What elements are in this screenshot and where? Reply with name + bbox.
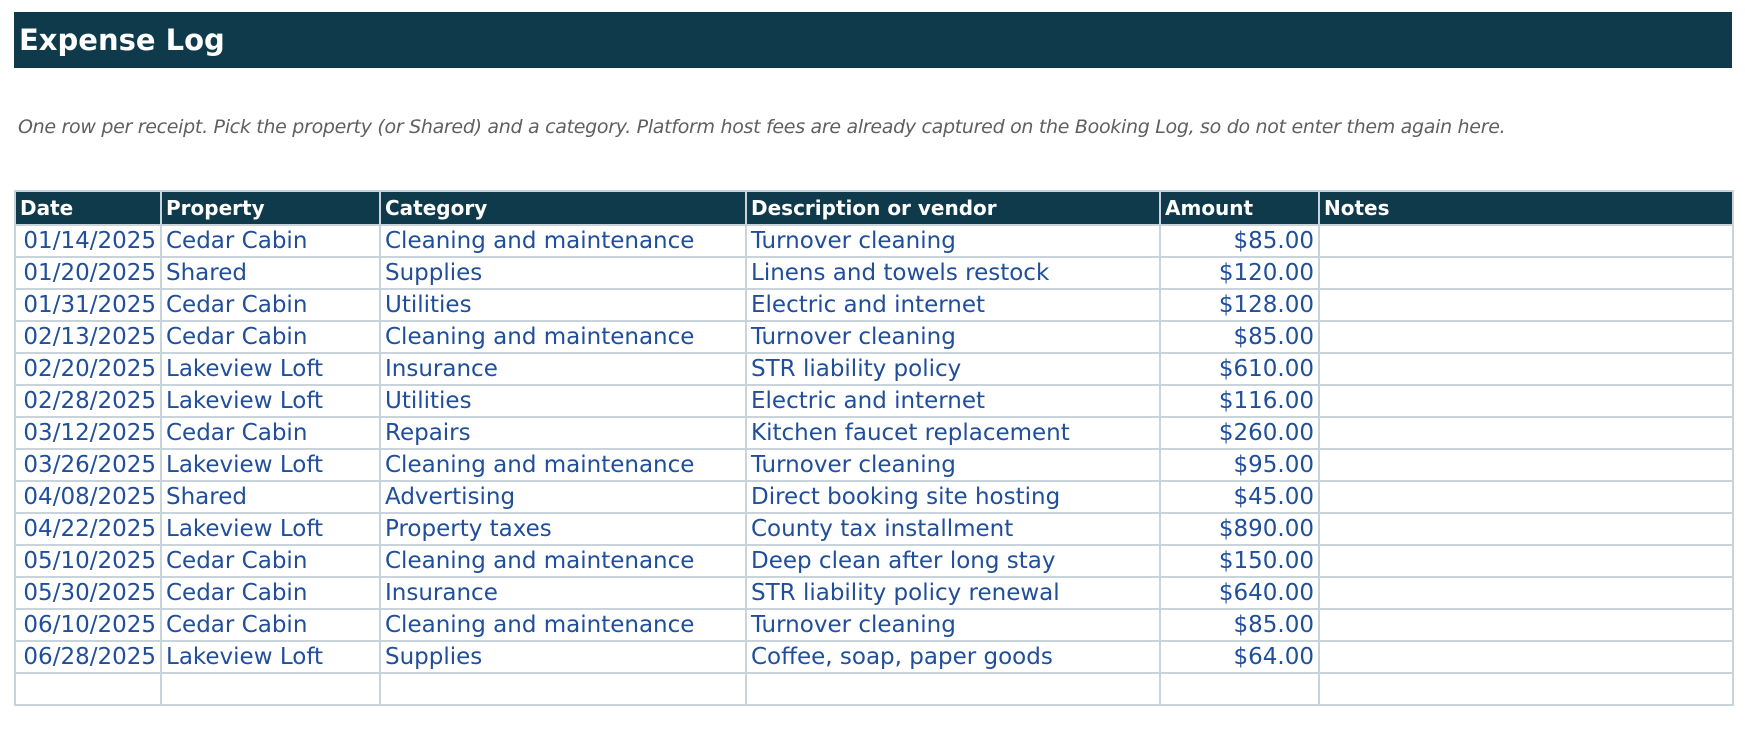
property-cell[interactable]	[161, 673, 380, 705]
header-date[interactable]: Date	[15, 191, 161, 225]
notes-cell[interactable]	[1319, 673, 1733, 705]
table-row	[15, 641, 1733, 673]
description-cell[interactable]: County tax installment	[746, 513, 1160, 545]
table-row	[15, 353, 1733, 385]
instructions-note: One row per receipt. Pick the property (or Shared) and a category. Platform host fees are already captured on the Booking Log, so do not enter them again here.	[18, 116, 1506, 138]
category-cell[interactable]: Cleaning and maintenance	[380, 449, 746, 481]
property-cell[interactable]: Lakeview Loft	[161, 641, 380, 673]
date-cell[interactable]: 04/22/2025	[15, 513, 161, 545]
header-row	[15, 191, 1733, 225]
property-cell[interactable]: Cedar Cabin	[161, 609, 380, 641]
category-cell[interactable]: Cleaning and maintenance	[380, 225, 746, 257]
property-cell[interactable]: Cedar Cabin	[161, 417, 380, 449]
date-cell[interactable]: 06/28/2025	[15, 641, 161, 673]
date-cell[interactable]: 01/14/2025	[15, 225, 161, 257]
category-cell[interactable]: Supplies	[380, 257, 746, 289]
description-cell[interactable]: Turnover cleaning	[746, 449, 1160, 481]
category-cell[interactable]	[380, 673, 746, 705]
table-row	[15, 673, 1733, 705]
notes-cell[interactable]	[1319, 385, 1733, 417]
property-cell[interactable]: Lakeview Loft	[161, 513, 380, 545]
date-cell[interactable]: 02/13/2025	[15, 321, 161, 353]
notes-cell[interactable]	[1319, 257, 1733, 289]
category-cell[interactable]: Cleaning and maintenance	[380, 609, 746, 641]
amount-cell[interactable]: $890.00	[1160, 513, 1319, 545]
category-cell[interactable]: Repairs	[380, 417, 746, 449]
amount-cell[interactable]: $85.00	[1160, 321, 1319, 353]
date-cell[interactable]: 03/12/2025	[15, 417, 161, 449]
description-cell[interactable]: Kitchen faucet replacement	[746, 417, 1160, 449]
date-cell[interactable]: 01/31/2025	[15, 289, 161, 321]
notes-cell[interactable]	[1319, 449, 1733, 481]
amount-cell[interactable]: $128.00	[1160, 289, 1319, 321]
notes-cell[interactable]	[1319, 353, 1733, 385]
amount-cell[interactable]: $260.00	[1160, 417, 1319, 449]
property-cell[interactable]: Cedar Cabin	[161, 545, 380, 577]
date-cell[interactable]	[15, 673, 161, 705]
description-cell[interactable]	[746, 673, 1160, 705]
description-cell[interactable]: Electric and internet	[746, 289, 1160, 321]
property-cell[interactable]: Lakeview Loft	[161, 385, 380, 417]
header-category[interactable]: Category	[380, 191, 746, 225]
expense-rows	[15, 225, 1733, 705]
date-cell[interactable]: 03/26/2025	[15, 449, 161, 481]
property-cell[interactable]: Lakeview Loft	[161, 353, 380, 385]
description-cell[interactable]: Direct booking site hosting	[746, 481, 1160, 513]
table-row	[15, 545, 1733, 577]
notes-cell[interactable]	[1319, 417, 1733, 449]
date-cell[interactable]: 05/30/2025	[15, 577, 161, 609]
amount-cell[interactable]: $116.00	[1160, 385, 1319, 417]
table-row	[15, 321, 1733, 353]
property-cell[interactable]: Cedar Cabin	[161, 289, 380, 321]
sheet-title: Expense Log	[19, 23, 225, 57]
table-row	[15, 385, 1733, 417]
amount-cell[interactable]: $45.00	[1160, 481, 1319, 513]
description-cell[interactable]: Electric and internet	[746, 385, 1160, 417]
date-cell[interactable]: 01/20/2025	[15, 257, 161, 289]
header-notes[interactable]: Notes	[1319, 191, 1733, 225]
amount-cell[interactable]: $85.00	[1160, 225, 1319, 257]
property-cell[interactable]: Cedar Cabin	[161, 225, 380, 257]
title-bar	[14, 12, 1732, 68]
property-cell[interactable]: Cedar Cabin	[161, 577, 380, 609]
table-row	[15, 481, 1733, 513]
header-amount[interactable]: Amount	[1160, 191, 1319, 225]
amount-cell[interactable]: $85.00	[1160, 609, 1319, 641]
notes-cell[interactable]	[1319, 289, 1733, 321]
property-cell[interactable]: Shared	[161, 481, 380, 513]
table-row	[15, 577, 1733, 609]
notes-cell[interactable]	[1319, 513, 1733, 545]
category-cell[interactable]: Insurance	[380, 577, 746, 609]
table-row	[15, 449, 1733, 481]
notes-cell[interactable]	[1319, 225, 1733, 257]
category-cell[interactable]: Advertising	[380, 481, 746, 513]
property-cell[interactable]: Shared	[161, 257, 380, 289]
description-cell[interactable]: Turnover cleaning	[746, 321, 1160, 353]
description-cell[interactable]: Turnover cleaning	[746, 609, 1160, 641]
property-cell[interactable]: Lakeview Loft	[161, 449, 380, 481]
description-cell[interactable]: Deep clean after long stay	[746, 545, 1160, 577]
table-row	[15, 225, 1733, 257]
amount-cell[interactable]: $640.00	[1160, 577, 1319, 609]
expense-table	[14, 190, 1734, 706]
property-cell[interactable]: Cedar Cabin	[161, 321, 380, 353]
category-cell[interactable]: Cleaning and maintenance	[380, 321, 746, 353]
date-cell[interactable]: 02/28/2025	[15, 385, 161, 417]
date-cell[interactable]: 04/08/2025	[15, 481, 161, 513]
notes-cell[interactable]	[1319, 321, 1733, 353]
amount-cell[interactable]: $64.00	[1160, 641, 1319, 673]
notes-cell[interactable]	[1319, 481, 1733, 513]
notes-cell[interactable]	[1319, 609, 1733, 641]
description-cell[interactable]: STR liability policy renewal	[746, 577, 1160, 609]
category-cell[interactable]: Property taxes	[380, 513, 746, 545]
notes-cell[interactable]	[1319, 577, 1733, 609]
amount-cell[interactable]: $610.00	[1160, 353, 1319, 385]
header-description[interactable]: Description or vendor	[746, 191, 1160, 225]
category-cell[interactable]: Utilities	[380, 385, 746, 417]
header-property[interactable]: Property	[161, 191, 380, 225]
date-cell[interactable]: 05/10/2025	[15, 545, 161, 577]
category-cell[interactable]: Utilities	[380, 289, 746, 321]
table-row	[15, 257, 1733, 289]
table-row	[15, 289, 1733, 321]
category-cell[interactable]: Cleaning and maintenance	[380, 545, 746, 577]
amount-cell[interactable]: $95.00	[1160, 449, 1319, 481]
description-cell[interactable]: Turnover cleaning	[746, 225, 1160, 257]
table-row	[15, 513, 1733, 545]
date-cell[interactable]: 02/20/2025	[15, 353, 161, 385]
notes-cell[interactable]	[1319, 641, 1733, 673]
notes-cell[interactable]	[1319, 545, 1733, 577]
table-row	[15, 609, 1733, 641]
description-cell[interactable]: STR liability policy	[746, 353, 1160, 385]
description-cell[interactable]: Linens and towels restock	[746, 257, 1160, 289]
date-cell[interactable]: 06/10/2025	[15, 609, 161, 641]
amount-cell[interactable]	[1160, 673, 1319, 705]
table-row	[15, 417, 1733, 449]
category-cell[interactable]: Insurance	[380, 353, 746, 385]
description-cell[interactable]: Coffee, soap, paper goods	[746, 641, 1160, 673]
amount-cell[interactable]: $150.00	[1160, 545, 1319, 577]
category-cell[interactable]: Supplies	[380, 641, 746, 673]
amount-cell[interactable]: $120.00	[1160, 257, 1319, 289]
